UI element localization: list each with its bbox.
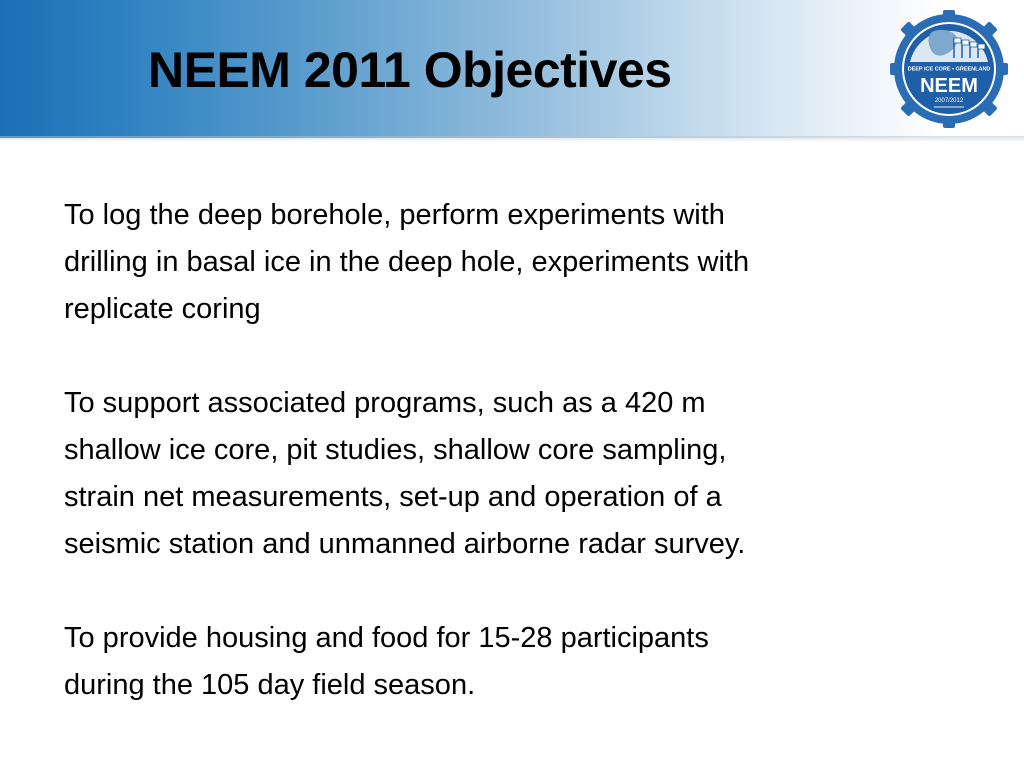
- header-divider: [0, 136, 1024, 142]
- objective-paragraph: To provide housing and food for 15-28 participants during the 105 day field season.: [64, 622, 709, 701]
- slide-title: NEEM 2011 Objectives: [148, 42, 672, 98]
- objective-paragraph: To log the deep borehole, perform experiments with drilling in basal ice in the deep hole, experiments with replicate coring: [64, 199, 750, 325]
- neem-logo-icon: [884, 10, 1014, 128]
- logo-years: 2007/2012: [934, 98, 964, 104]
- logo-name: NEEM: [920, 75, 978, 97]
- logo-top-text: DEEP ICE CORE • GREENLAND: [907, 66, 991, 73]
- objective-paragraph: To support associated programs, such as a 420 m shallow ice core, pit studies, shallow core sampling, strain net measurements, set-up and operation of a seismic station and unmanned airborne radar survey.: [64, 387, 746, 560]
- objectives-body: [64, 192, 964, 709]
